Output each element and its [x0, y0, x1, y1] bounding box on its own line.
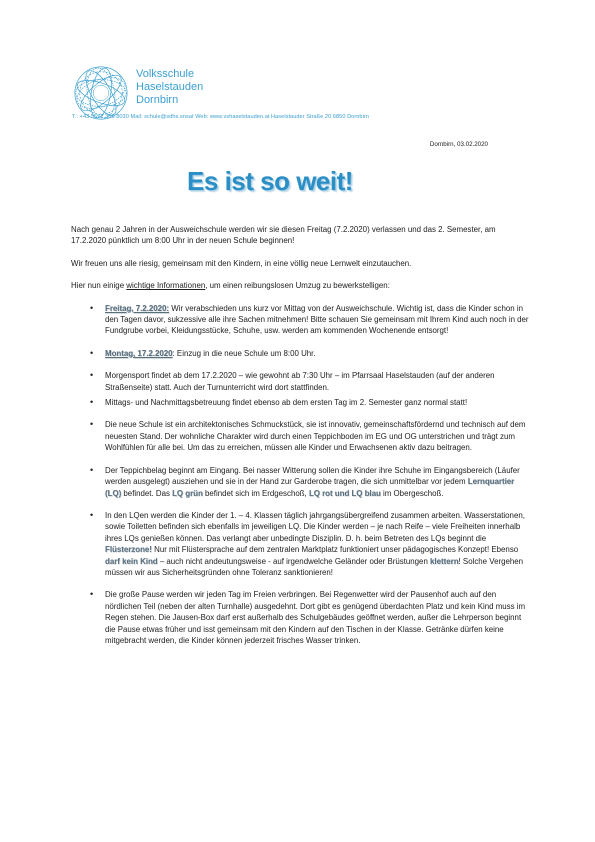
- headline: Es ist so weit!: [187, 166, 353, 196]
- monday-text: : Einzug in die neue Schule um 8:00 Uhr.: [172, 348, 316, 358]
- school-name-line2: Haselstauden: [136, 81, 204, 93]
- carpet-text-d: im Obergeschoß.: [380, 488, 444, 498]
- school-name: [136, 68, 203, 107]
- carpet-text-c: befindet sich im Erdgeschoß,: [202, 488, 309, 498]
- letter-body: [71, 224, 531, 657]
- carpet-text-a: Der Teppichbelag beginnt am Eingang. Bei nasser Witterung sollen die Kinder ihre Schuhe im Eingangsbereich (Läufer werden ausgelegt) ausziehen und sie in der Hand zur Garderobe tragen, die sich unmittelbar vor jedem: [105, 465, 520, 487]
- list-item-monday: [71, 348, 531, 359]
- lq-whisper-zone: Flüsterzone!: [105, 545, 152, 555]
- lq-text-d: ! Solche Vergehen müssen wir aus Sicherheitsgründen ohne Toleranz sanktionieren!: [105, 556, 524, 577]
- contact-line: T.: +43 5572 306 8030 Mail: schule@sdhs.snsat Web: www.vshaselstauden.at Haselstauder Straße 20 6850 Dornbirn: [72, 114, 369, 120]
- info-paragraph: [71, 280, 531, 291]
- school-name-line3: Dornbirn: [136, 94, 179, 106]
- intro-paragraph: Nach genau 2 Jahren in der Ausweichschule werden wir sie diesen Freitag (7.2.2020) verlassen und das 2. Semester, am 17.2.2020 pünktlich um 8:00 Uhr in der neuen Schule beginnen!: [71, 225, 496, 246]
- carpet-lq-red-blue: LQ rot und LQ blau: [308, 488, 381, 498]
- list-item-learning-quarters: [71, 510, 531, 578]
- letter-date: Dornbirn, 03.02.2020: [429, 141, 488, 148]
- info-pre: Hier nun einige: [71, 281, 127, 291]
- carpet-text-b: befindet. Das: [121, 488, 173, 498]
- lq-text-a: In den LQen werden die Kinder der 1. – 4. Klassen täglich jahrgangsübergreifend zusammen arbeiten. Wasserstationen, sowie Toiletten befinden sich ebenfalls im jeweiligen LQ. Die Kinder werden – je nach Reife – viele Freiheiten innerhalb ihres LQs genießen können. Das verlangt aber unbedingte Disziplin. D. h. beim Betreten des LQs beginnt die: [105, 510, 525, 543]
- carpet-lq-green: LQ grün: [172, 488, 203, 498]
- list-item-morning-sport: • Morgensport findet ab dem 17.2.2020 – wie gewohnt ab 7:30 Uhr – im Pfarrsaal Haselstauden (auf der anderen Straßenseite) statt. Auch der Turnunterricht wird dort stattfinden.: [71, 370, 531, 393]
- list-item-new-school: • Die neue Schule ist ein architektonisches Schmuckstück, sie ist innovativ, gemeinschaftsfördernd und technisch auf dem neuesten Stand. Der wohnliche Charakter wird durch einen Teppichboden im EG und OG unterstrichen und trägt zum Wohlfühlen für alle bei. Um das zu erreichen, müssen alle Kinder und Erwachsenen aktiv dazu beitragen.: [71, 419, 531, 453]
- list-item-friday: [71, 303, 531, 337]
- info-list: [71, 303, 531, 647]
- joy-paragraph: Wir freuen uns alle riesig, gemeinsam mit den Kindern, in eine völlig neue Lernwelt einzutauchen.: [71, 258, 412, 268]
- monday-label: Montag, 17.2.2020: [105, 348, 173, 358]
- lq-text-c: – auch nicht andeutungsweise - auf irgendwelche Geländer oder Brüstungen: [157, 556, 431, 566]
- carpet-lq: Lernquartier (LQ): [105, 477, 515, 498]
- lq-climb: klettern: [430, 556, 459, 566]
- friday-label: Freitag, 7.2.2020:: [105, 303, 170, 313]
- list-item-carpet: [71, 465, 531, 499]
- info-underlined: wichtige Informationen: [126, 281, 206, 291]
- lq-text-b: Nur mit Flüstersprache auf dem zentralen Marktplatz funktioniert unser pädagogisches Konzept! Ebenso: [151, 545, 519, 555]
- friday-text: Wir verabschieden uns kurz vor Mittag von der Ausweichschule. Wichtig ist, dass die Kinder schon in den Tagen davor, sukzessive alle ihre Sachen mitnehmen! Bitte schauen Sie gemeinsam mit Ihrem Kind auch noch in der Fundgrube vorbei, Kleidungsstücke, Schuhe, usw. werden am kommenden Wochenende entsorgt!: [105, 303, 529, 336]
- school-name-line1: Volksschule: [136, 68, 195, 80]
- info-post: , um einen reibungslosen Umzug zu bewerkstelligen:: [205, 281, 390, 291]
- lq-no-child: darf kein Kind: [105, 556, 158, 566]
- list-item-care: • Mittags- und Nachmittagsbetreuung findet ebenso ab dem ersten Tag im 2. Semester ganz normal statt!: [71, 397, 531, 408]
- list-item-break: • Die große Pause werden wir jeden Tag im Freien verbringen. Bei Regenwetter wird der Pausenhof auch auf den nördlichen Teil (neben der alten Turnhalle) ausgedehnt. Dort gibt es genügend überdachten Platz und kein Kind muss im Regen stehen. Die Jausen-Box darf erst außerhalb des Schulgebäudes geöffnet werden, außer die Lehrperson beginnt die Pause etwas früher und isst gemeinsam mit den Kindern auf den Tischen in der Klasse. Getränke dürfen keine mitgebracht werden, die Kinder können jederzeit frisches Wasser trinken.: [71, 589, 531, 646]
